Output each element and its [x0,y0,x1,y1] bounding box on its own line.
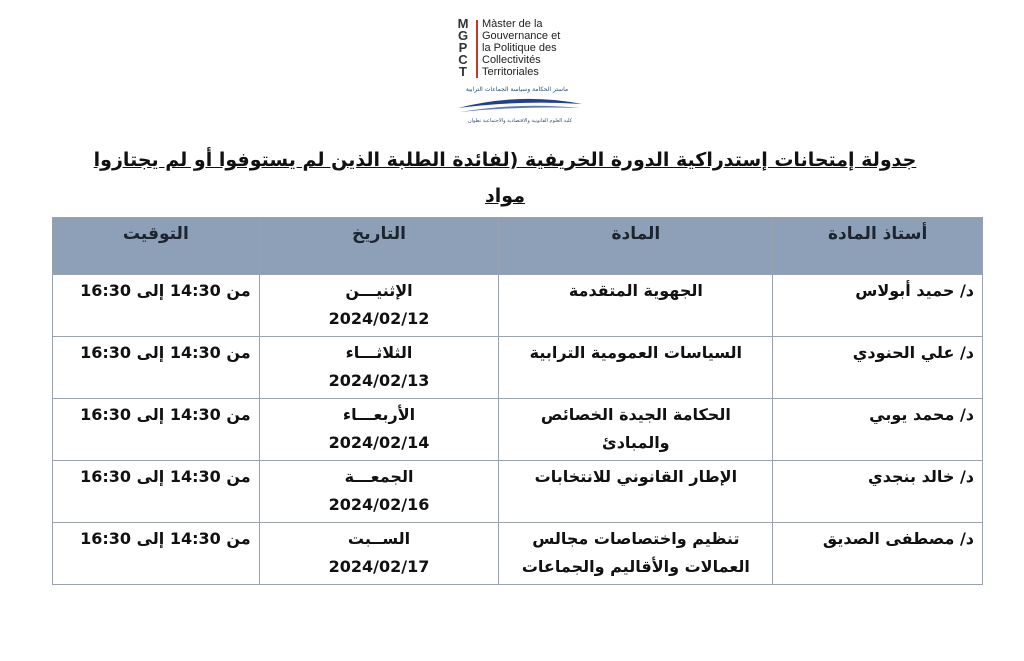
cell-time [53,275,260,337]
logo-letter: P [458,40,468,55]
title-line-1: جدولة إمتحانات إستدراكية الدورة الخريفية (لفائدة الطلبة الذين لم يستوفوا أو لم يجتازوا مواد [93,149,917,207]
cell-date [259,523,499,585]
cell-professor: د/ علي الحنودي [773,337,983,399]
logo-monogram [450,18,476,78]
date-value: 2024/02/14 [328,433,430,452]
header-date: التاريخ [259,218,499,275]
subject-line: الحكامة الجيدة الخصائص [540,405,731,424]
cell-subject [499,275,773,337]
cell-professor: د/ خالد بنجدي [773,461,983,523]
subject-line: الجهوية المتقدمة [568,281,703,300]
table-row [53,275,983,337]
time-value: من 14:30 إلى 16:30 [80,343,251,362]
date-value: 2024/02/12 [328,309,430,328]
logo-letter: T [459,64,467,79]
subject-line: العمالات والأقاليم والجماعات [521,557,750,576]
day-name: الثلاثـــاء [345,343,413,362]
date-value: 2024/02/16 [328,495,430,514]
cell-time [53,461,260,523]
cell-professor: د/ مصطفى الصديق [773,523,983,585]
logo-letter: M [457,16,469,31]
table-header-row [53,218,983,275]
date-value: 2024/02/17 [328,557,430,576]
cell-professor: د/ حميد أبولاس [773,275,983,337]
day-name: الجمعـــة [344,467,414,486]
table-row [53,399,983,461]
table-row [53,337,983,399]
cell-subject [499,399,773,461]
header-professor: أستاذ المادة [773,218,983,275]
exam-schedule-table [52,217,983,585]
table-row [53,461,983,523]
subject-line: السياسات العمومية الترابية [529,343,743,362]
cell-time [53,337,260,399]
cell-time [53,523,260,585]
subject-line: والمبادئ [602,433,670,452]
time-value: من 14:30 إلى 16:30 [80,529,251,548]
day-name: الأربعـــاء [342,405,416,424]
cell-date [259,399,499,461]
header-time: التوقيت [53,218,260,275]
cell-time [53,399,260,461]
header-subject: المادة [499,218,773,275]
logo-line: Gouvernance et [482,30,561,42]
cell-subject [499,461,773,523]
cell-professor: د/ محمد يوبي [773,399,983,461]
logo-letter: C [458,52,468,67]
day-name: الإثنيـــن [345,281,413,300]
logo-wordmark [482,18,592,78]
logo-arabic-name: ماستر الحكامة وسياسة الجماعات الترابية [465,86,569,93]
logo-line: la Politique des [482,42,557,54]
logo-line: Territoriales [482,66,539,78]
cell-date [259,275,499,337]
cell-date [259,337,499,399]
logo-line: Màster de la [482,18,543,30]
cell-subject [499,337,773,399]
master-logo [450,18,590,122]
day-name: الســبت [347,529,411,548]
cell-subject [499,523,773,585]
logo-swoosh-icon [450,94,590,118]
cell-date [259,461,499,523]
logo-divider [476,20,478,78]
time-value: من 14:30 إلى 16:30 [80,467,251,486]
subject-line: الإطار القانوني للانتخابات [534,467,738,486]
table-row [53,523,983,585]
logo-faculty-name: كلية العلوم القانونية والاقتصادية والاجتماعية تطوان [467,118,573,124]
logo-line: Collectivités [482,54,541,66]
time-value: من 14:30 إلى 16:30 [80,281,251,300]
date-value: 2024/02/13 [328,371,430,390]
time-value: من 14:30 إلى 16:30 [80,405,251,424]
logo-letter: G [457,28,469,43]
subject-line: تنظيم واختصاصات مجالس [532,529,740,548]
